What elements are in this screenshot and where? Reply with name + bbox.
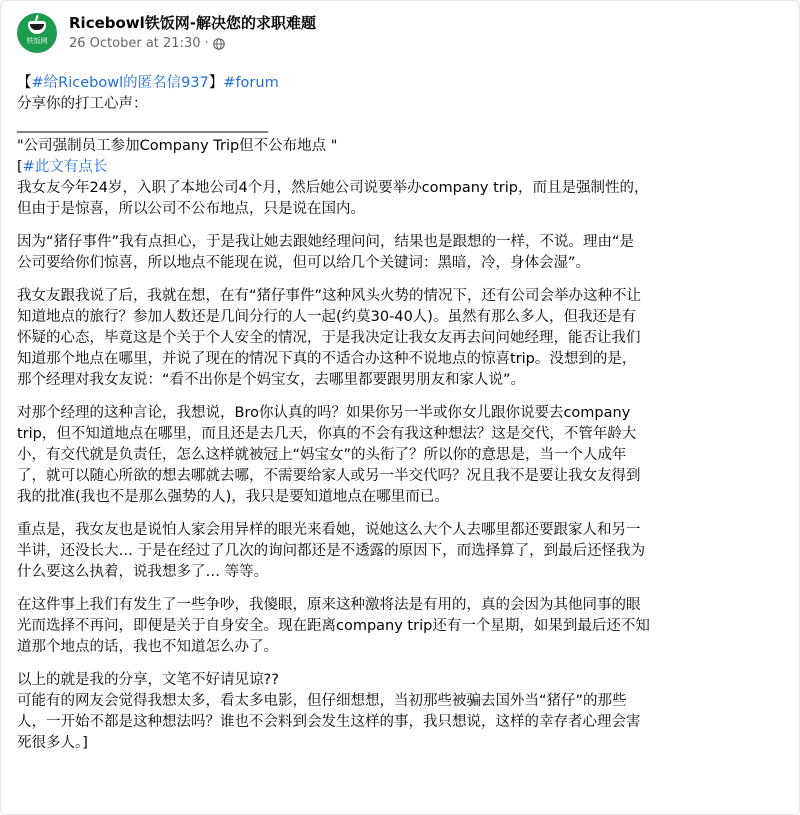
paragraph-1-line-1: 我女友今年24岁，入职了本地公司4个月，然后她公司说要举办company trip，而且是强制性的， xyxy=(17,180,649,196)
text-divider: ________________________________________ xyxy=(17,117,267,133)
hashtag-anonymous-letter-link[interactable]: #给Ricebowl的匿名信937 xyxy=(31,75,209,91)
paragraph-6 xyxy=(17,595,783,658)
paragraph-line: 以上的就是我的分享，文笔不好请见谅?? xyxy=(17,672,279,688)
paragraph-line: 在这件事上我们有发生了一些争吵，我傻眼，原来这种激将法是有用的，真的会因为其他同事的眼 xyxy=(17,597,641,613)
hashtag-line xyxy=(17,73,783,94)
paragraph-line: 我的批准(我也不是那么强势的人)，我只是要知道地点在哪里而已。 xyxy=(17,489,449,505)
paragraph-line: 了，就可以随心所欲的想去哪就去哪，不需要给家人或另一半交代吗？况且我不是要让我女友得到 xyxy=(17,468,641,484)
globe-icon[interactable] xyxy=(213,38,225,50)
paragraph-line: trip，但不知道地点在哪里，而且还是去几天，你真的不会有我这种想法？这是交代，不管年龄大 xyxy=(17,426,637,442)
post-meta xyxy=(69,14,316,52)
hashtag-forum-link[interactable]: #forum xyxy=(223,75,279,91)
paragraph-line: 光而选择不再问，即便是关于自身安全。现在距离company trip还有一个星期，如果到最后还不知 xyxy=(17,618,650,634)
page-avatar[interactable] xyxy=(17,13,57,53)
post-header xyxy=(17,13,783,63)
paragraph-line: 半讲，还没长大… 于是在经过了几次的询问都还是不透露的原因下，而选择算了，到最后还怪我为 xyxy=(17,543,646,559)
separator-dot: · xyxy=(204,36,209,51)
hashtag-long-post-link[interactable]: #此文有点长 xyxy=(22,159,108,175)
paragraph-line: 道那个地点的话，我也不知道怎么办了。 xyxy=(17,639,278,655)
paragraph-line: 怀疑的心态，毕竟这是个关于个人安全的情况，于是我决定让我女友再去问问她经理，能否让我们 xyxy=(17,330,641,346)
post-subline xyxy=(69,36,316,52)
paragraph-line: 重点是，我女友也是说怕人家会用异样的眼光来看她，说她这么大个人去哪里都还要跟家人和另一 xyxy=(17,522,641,538)
paragraph-line: 死很多人。] xyxy=(17,735,88,751)
paragraph-line: 可能有的网友会觉得我想太多，看太多电影，但仔细想想，当初那些被骗去国外当“猪仔”的那些 xyxy=(17,693,627,709)
paragraph-line: 知道那个地点在哪里，并说了现在的情况下真的不适合办这种不说地点的惊喜trip。没想到的是， xyxy=(17,351,637,367)
open-square-bracket: [ xyxy=(17,159,23,175)
paragraph-line: 我女友跟我说了后，我就在想，在有“猪仔事件”这种风头火势的情况下，还有公司会举办这种不让 xyxy=(17,288,642,304)
post-body xyxy=(17,73,783,754)
paragraph-line: 对那个经理的这种言论，我想说，Bro你认真的吗？如果你另一半或你女儿跟你说要去company xyxy=(17,405,631,421)
paragraph-1-line-2: 但由于是惊喜，所以公司不公布地点，只是说在国内。 xyxy=(17,201,365,217)
paragraph-5 xyxy=(17,520,783,583)
paragraph-line: 知道地点的旅行？参加人数还是几间分行的人一起(约莫30-40人)。虽然有那么多人，但我还是有 xyxy=(17,309,636,325)
page-name-link[interactable]: Ricebowl铁饭网-解决您的求职难题 xyxy=(69,14,317,32)
paragraph-line: 公司要给你们惊喜，所以地点不能现在说，但可以给几个关键词：黑暗，冷，身体会湿”。 xyxy=(17,255,591,271)
paragraph-4 xyxy=(17,403,783,508)
close-bracket: 】 xyxy=(208,75,224,91)
avatar-label: 铁饭网 xyxy=(26,37,48,45)
paragraph-line: 那个经理对我女友说：“看不出你是个妈宝女，去哪里都要跟男朋友和家人说”。 xyxy=(17,372,526,388)
paragraph-line: 什么要这么执着，说我想多了… 等等。 xyxy=(17,564,269,580)
paragraph-line: 因为“猪仔事件”我有点担心，于是我让她去跟她经理问问，结果也是跟想的一样，不说。理由“是 xyxy=(17,234,635,250)
paragraph-2 xyxy=(17,232,783,274)
post-intro xyxy=(17,73,783,220)
open-bracket: 【 xyxy=(17,75,32,91)
paragraph-line: 人，一开始不都是这种想法吗？谁也不会料到会发生这样的事，我只想说，这样的幸存者心理会害 xyxy=(17,714,641,730)
paragraph-7 xyxy=(17,670,783,754)
long-post-line xyxy=(17,157,783,178)
paragraph-3 xyxy=(17,286,783,391)
paragraph-line: 小，有交代就是负责任，怎么这样就被冠上“妈宝女”的头衔了？所以你的意思是，当一个人成年 xyxy=(17,447,627,463)
share-prompt: 分享你的打工心声： xyxy=(17,96,148,112)
post-title: "公司强制员工参加Company Trip但不公布地点 " xyxy=(17,138,338,154)
post-timestamp[interactable]: 26 October at 21:30 xyxy=(69,36,201,51)
